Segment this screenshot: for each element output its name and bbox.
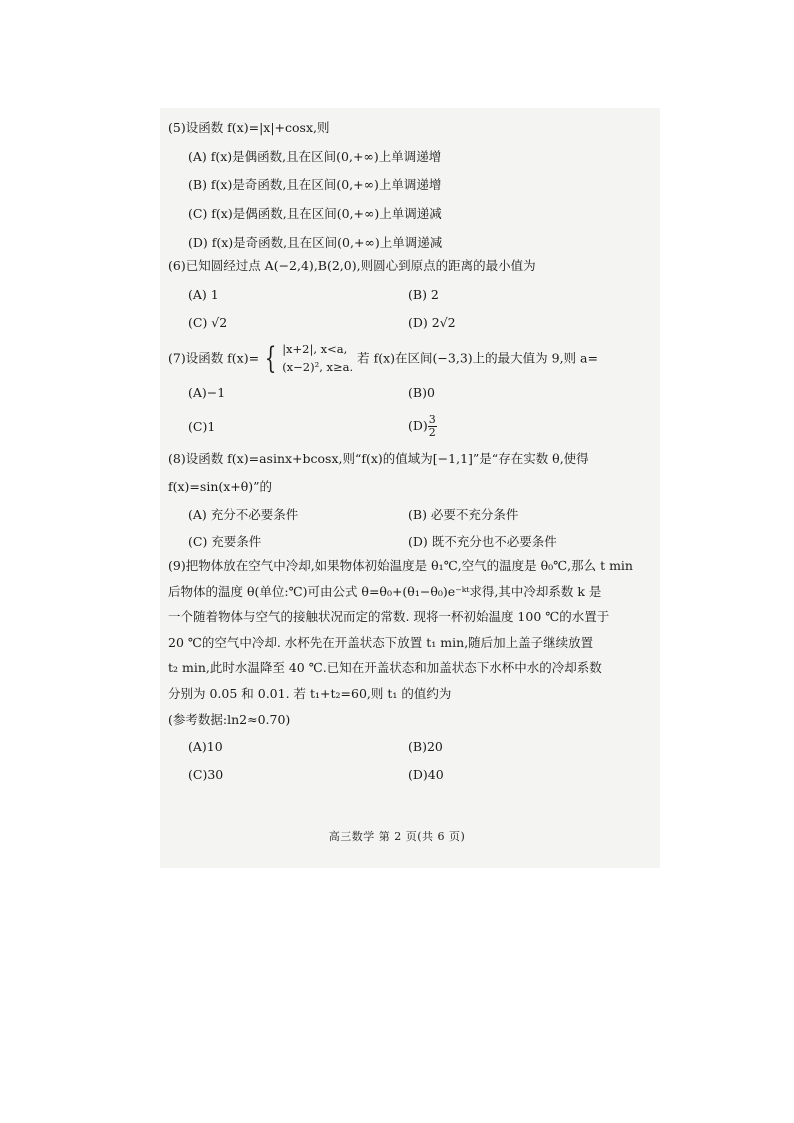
question-9-line-1: (9)把物体放在空气中冷却,如果物体初始温度是 θ₁℃,空气的温度是 θ₀℃,那么 t min	[168, 557, 633, 573]
question-6-stem: (6)已知圆经过点 A(−2,4),B(2,0),则圆心到原点的距离的最小值为	[168, 258, 536, 274]
question-5	[168, 120, 668, 250]
fraction-numerator: 3	[428, 413, 436, 427]
question-8-stem-line-2: f(x)=sin(x+θ)”的	[168, 479, 273, 495]
question-5-stem: (5)设函数 f(x)=|x|+cosx,则	[168, 120, 330, 135]
question-8-option-d: (D) 既不充分也不必要条件	[408, 534, 557, 550]
question-8-options-row-1	[168, 507, 668, 523]
piecewise-case-2: (x−2)², x≥a.	[282, 359, 354, 374]
question-8	[168, 451, 668, 550]
question-8-options-row-2	[168, 534, 668, 550]
page-footer: 高三数学 第 2 页(共 6 页)	[328, 830, 466, 843]
question-9-option-b: (B)20	[408, 739, 443, 755]
question-8-option-a: (A) 充分不必要条件	[188, 506, 299, 522]
question-6	[168, 258, 668, 331]
fraction-denominator: 2	[428, 426, 436, 440]
question-6-options-row-2	[168, 315, 668, 331]
question-9-option-c: (C)30	[188, 766, 224, 782]
question-7-options-row-2	[168, 414, 668, 439]
question-5-option-b: (B) f(x)是奇函数,且在区间(0,+∞)上单调递增	[188, 177, 442, 193]
question-9-line-5: t₂ min,此时水温降至 40 ℃.已知在开盖状态和加盖状态下水杯中水的冷却系数	[168, 660, 602, 676]
question-9-reference-data: (参考数据:ln2≈0.70)	[168, 711, 291, 727]
question-9-line-4: 20 ℃的空气中冷却. 水杯先在开盖状态下放置 t₁ min,随后加上盖子继续放置	[168, 634, 594, 650]
question-7-option-d	[408, 414, 628, 439]
question-7-option-a: (A)−1	[188, 384, 226, 400]
question-7	[168, 341, 668, 439]
question-9-line-3: 一个随着物体与空气的接触状况而定的常数. 现将一杯初始温度 100 ℃的水置于	[168, 609, 610, 625]
question-8-option-b: (B) 必要不充分条件	[408, 506, 519, 522]
question-7-stem-prefix: (7)设函数 f(x)=	[168, 350, 260, 366]
question-7-option-b: (B)0	[408, 384, 435, 400]
question-6-option-b: (B) 2	[408, 286, 439, 302]
question-5-option-a: (A) f(x)是偶函数,且在区间(0,+∞)上单调递增	[188, 148, 442, 164]
question-6-option-c: (C) √2	[188, 315, 228, 331]
question-6-option-d: (D) 2√2	[408, 315, 456, 331]
question-7-options-row-1	[168, 385, 668, 401]
question-6-options-row-1	[168, 287, 668, 303]
question-6-option-a: (A) 1	[188, 286, 219, 302]
question-9-options-row-2	[168, 767, 668, 783]
left-brace-icon: {	[264, 340, 277, 376]
question-5-option-c: (C) f(x)是偶函数,且在区间(0,+∞)上单调递减	[188, 205, 442, 221]
question-9-options-row-1	[168, 739, 668, 755]
question-9	[168, 558, 668, 783]
question-9-option-d: (D)40	[408, 766, 444, 782]
question-7-stem-suffix: 若 f(x)在区间(−3,3)上的最大值为 9,则 a=	[357, 350, 598, 366]
fraction	[428, 414, 437, 439]
exam-content	[168, 110, 668, 783]
piecewise-cases	[282, 341, 353, 377]
question-5-option-d: (D) f(x)是奇函数,且在区间(0,+∞)上单调递减	[188, 234, 443, 250]
question-7-option-c: (C)1	[188, 419, 216, 435]
question-8-option-c: (C) 充要条件	[188, 534, 262, 550]
piecewise-case-1: |x+2|, x<a,	[282, 342, 348, 356]
question-7-option-d-label: (D)	[408, 418, 428, 434]
question-8-stem-line-1: (8)设函数 f(x)=asinx+bcosx,则“f(x)的值域为[−1,1]”是“存在实数 θ,使得	[168, 451, 589, 467]
question-9-option-a: (A)10	[188, 739, 223, 755]
question-9-line-2: 后物体的温度 θ(单位:℃)可由公式 θ=θ₀+(θ₁−θ₀)e⁻ᵏᵗ求得,其中冷却系数 k 是	[168, 583, 602, 599]
question-7-stem	[168, 341, 668, 377]
question-9-line-6: 分别为 0.05 和 0.01. 若 t₁+t₂=60,则 t₁ 的值约为	[168, 686, 452, 702]
